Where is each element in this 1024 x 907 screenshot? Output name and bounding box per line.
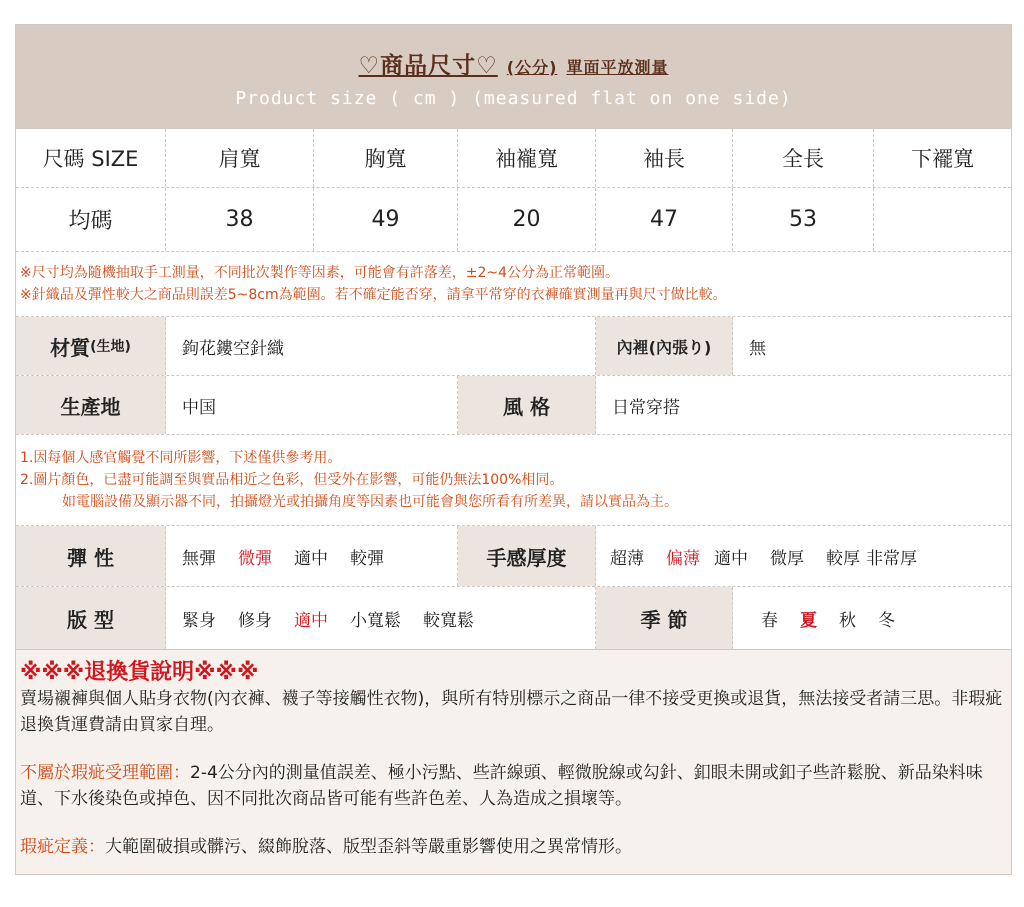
fit-option: 較寬鬆: [423, 610, 474, 631]
return-para-1: 賣場襯褲與個人貼身衣物(內衣褲、襪子等接觸性衣物)，與所有特別標示之商品一律不接受更換或退貨，無法接受者請三思。非瑕疵退換貨運費請由買家自理。: [20, 689, 1003, 735]
shoulder-value: 38: [166, 188, 314, 251]
size-subtitle: Product size ( cm ) (measured flat on one side): [235, 88, 792, 109]
col-length: 全長: [733, 129, 874, 187]
defect-para: [20, 834, 1007, 860]
elasticity-option: 適中: [294, 548, 328, 569]
season-option: 冬: [878, 610, 895, 631]
return-policy: [16, 650, 1011, 874]
thickness-option: 微厚: [770, 548, 804, 569]
color-note-1: 1.因每個人感官觸覺不同所影響，下述僅供參考用。: [20, 450, 342, 466]
color-note-2: 2.圖片顏色，已盡可能調至與實品相近之色彩，但受外在影響，可能仍無法100%相同。: [20, 472, 564, 488]
fit-option: 修身: [238, 610, 272, 631]
material-label-small: (生地): [90, 339, 131, 355]
return-title: ※※※退換貨說明※※※: [20, 660, 259, 685]
col-chest: 胸寬: [314, 129, 458, 187]
thickness-option: 非常厚: [866, 548, 917, 569]
measure-note-1: ※尺寸均為隨機抽取手工測量，不同批次製作等因素，可能會有許落差，±2~4公分為正常範圍。: [20, 265, 620, 281]
thickness-option-selected: 偏薄: [666, 548, 700, 569]
season-label: 季 節: [596, 587, 733, 649]
season-option: 秋: [839, 610, 856, 631]
thickness-option: 超薄: [610, 548, 644, 569]
size-header: [16, 25, 1011, 129]
fit-label: 版 型: [16, 587, 166, 649]
fit-row: [16, 587, 1011, 650]
style-label: 風 格: [458, 376, 596, 434]
color-notes: [16, 435, 1011, 526]
fit-option: 小寬鬆: [350, 610, 401, 631]
season-option: 春: [761, 610, 778, 631]
fit-option-selected: 適中: [294, 610, 328, 631]
thickness-options: [596, 526, 1011, 586]
elasticity-option-selected: 微彈: [238, 548, 272, 569]
thickness-option: 適中: [714, 548, 748, 569]
elasticity-label: 彈 性: [16, 526, 166, 586]
thickness-option: 較厚: [826, 548, 860, 569]
size-name: 均碼: [16, 188, 166, 251]
nondefect-para: [20, 760, 1007, 812]
measure-notes: [16, 252, 1011, 317]
col-armhole: 袖襱寬: [458, 129, 596, 187]
elasticity-options: [166, 526, 458, 586]
size-title: [16, 25, 1011, 80]
size-title-unit: (公分): [506, 58, 558, 77]
defect-label: 瑕疵定義：: [20, 837, 105, 857]
origin-label: 生產地: [16, 376, 166, 434]
size-title-main: ♡商品尺寸♡: [358, 53, 498, 79]
col-shoulder: 肩寬: [166, 129, 314, 187]
origin-value: 中国: [166, 376, 458, 434]
season-option-selected: 夏: [800, 610, 817, 631]
size-header-row: [16, 129, 1011, 188]
nondefect-text: 2-4公分內的測量值誤差、極小污點、些許線頭、輕微脫線或勾針、釦眼未開或釦子些許鬆脫、新品染料味道、下水後染色或掉色、因不同批次商品皆可能有些許色差、人為造成之損壞等。: [20, 763, 983, 809]
lining-value: 無: [749, 338, 766, 359]
hem-value: [874, 188, 1011, 251]
armhole-value: 20: [458, 188, 596, 251]
thickness-label: 手感厚度: [458, 526, 596, 586]
product-size-sheet: [15, 24, 1012, 875]
season-options: [733, 587, 1011, 649]
lining-label: 內裡(內張り): [596, 317, 733, 375]
sleeve-value: 47: [596, 188, 733, 251]
origin-row: [16, 376, 1011, 435]
fit-options: [166, 587, 596, 649]
measure-note-2: ※針織品及彈性較大之商品則誤差5~8cm為範圍。若不確定能否穿，請拿平常穿的衣褲確實測量再與尺寸做比較。: [20, 287, 727, 303]
defect-text: 大範圍破損或髒污、綴飾脫落、版型歪斜等嚴重影響使用之異常情形。: [105, 837, 632, 857]
length-value: 53: [733, 188, 874, 251]
col-size: 尺碼 SIZE: [16, 129, 166, 187]
elasticity-option: 較彈: [350, 548, 384, 569]
material-row: [16, 317, 1011, 376]
chest-value: 49: [314, 188, 458, 251]
col-hem: 下襬寬: [911, 147, 974, 171]
size-value-row: [16, 188, 1011, 252]
size-title-note: 單面平放測量: [566, 58, 669, 77]
color-note-3: 如電腦設備及顯示器不同，拍攝燈光或拍攝角度等因素也可能會與您所看有所差異，請以實品為主。: [62, 494, 678, 510]
nondefect-label: 不屬於瑕疵受理範圍：: [20, 763, 190, 783]
material-label: [16, 317, 166, 375]
elasticity-option: 無彈: [182, 548, 216, 569]
material-value: 鉤花鏤空針織: [166, 317, 596, 375]
style-value: 日常穿搭: [612, 397, 680, 418]
col-sleeve: 袖長: [596, 129, 733, 187]
fit-option: 緊身: [182, 610, 216, 631]
elasticity-row: [16, 526, 1011, 587]
material-label-text: 材質: [50, 335, 91, 360]
